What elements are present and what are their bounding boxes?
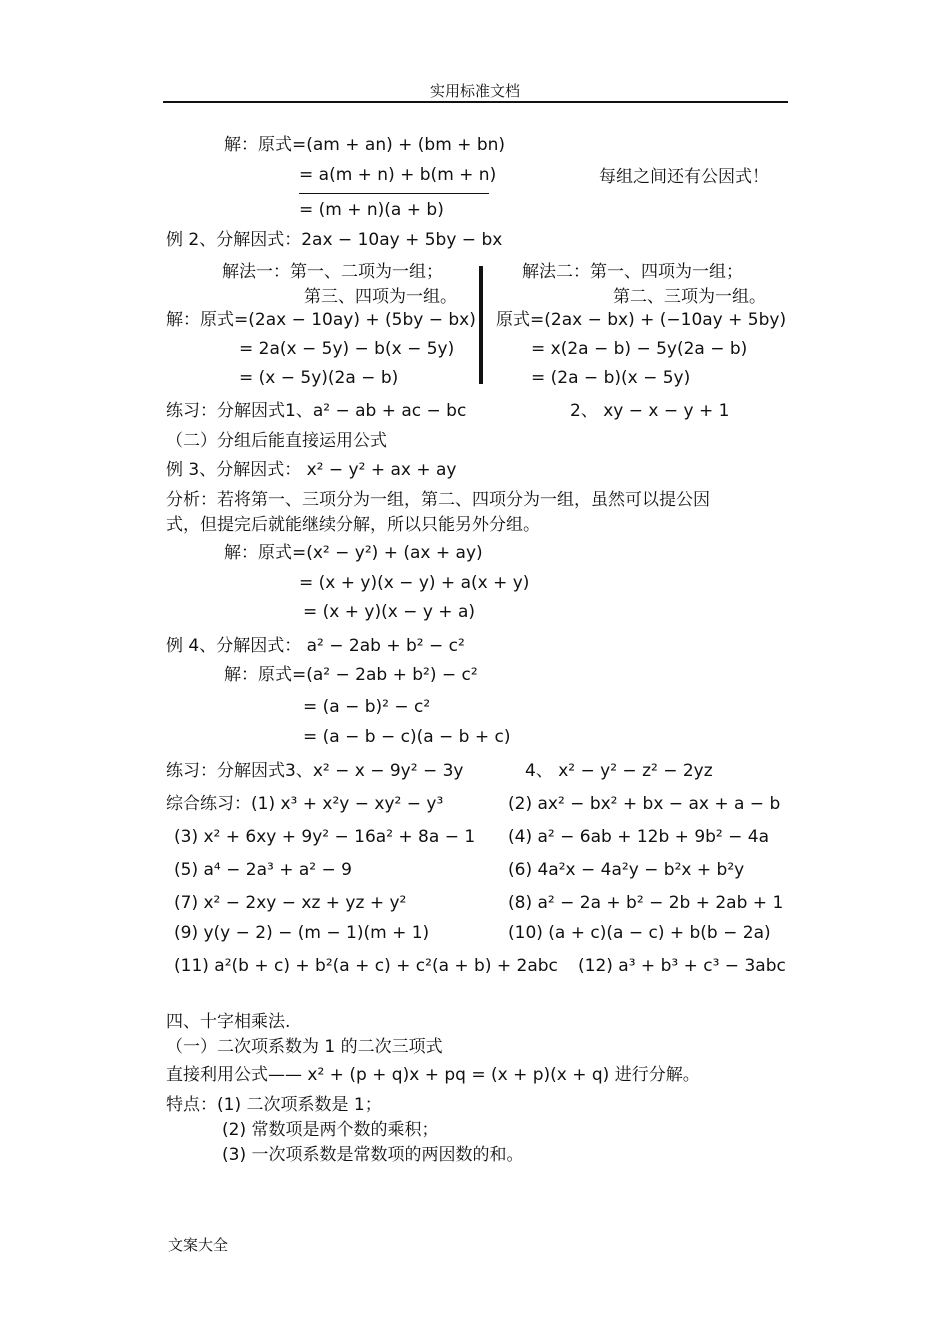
text-line: 四、十字相乘法. <box>166 1012 291 1032</box>
text-line: 解：原式=(a² − 2ab + b²) − c² <box>224 665 478 685</box>
text-line: = (a − b)² − c² <box>303 697 431 717</box>
text-line: = (x + y)(x − y + a) <box>303 602 475 622</box>
text-line: = a(m + n) + b(m + n) <box>299 165 497 185</box>
text-line: = (m + n)(a + b) <box>299 200 444 220</box>
text-line: 每组之间还有公因式！ <box>599 167 769 187</box>
text-line: （一）二次项系数为 1 的二次三项式 <box>166 1037 443 1057</box>
text-line: 例 4、分解因式： a² − 2ab + b² − c² <box>166 636 465 656</box>
text-line: (6) 4a²x − 4a²y − b²x + b²y <box>508 860 745 880</box>
text-line: 解法一：第一、二项为一组； <box>222 262 443 282</box>
text-line: (2) ax² − bx² + bx − ax + a − b <box>508 794 781 814</box>
text-line: 特点：(1) 二次项系数是 1； <box>166 1095 382 1115</box>
text-line: 综合练习：(1) x³ + x²y − xy² − y³ <box>166 794 444 814</box>
text-line: 式，但提完后就能继续分解，所以只能另外分组。 <box>166 515 540 535</box>
text-line: 练习：分解因式3、x² − x − 9y² − 3y <box>166 761 464 781</box>
text-line: (4) a² − 6ab + 12b + 9b² − 4a <box>508 827 770 847</box>
underline <box>299 193 489 194</box>
text-line: 直接利用公式—— x² + (p + q)x + pq = (x + p)(x + q) 进行分解。 <box>166 1065 700 1085</box>
text-line: 第二、三项为一组。 <box>613 287 766 307</box>
text-line: (3) 一次项系数是常数项的两因数的和。 <box>222 1145 524 1165</box>
text-line: 解：原式=(x² − y²) + (ax + ay) <box>224 543 483 563</box>
text-line: = 2a(x − 5y) − b(x − 5y) <box>239 339 455 359</box>
text-line: (9) y(y − 2) − (m − 1)(m + 1) <box>174 923 430 943</box>
text-line: 练习：分解因式1、a² − ab + ac − bc <box>166 401 467 421</box>
header-divider <box>163 101 788 103</box>
text-line: = (x + y)(x − y) + a(x + y) <box>299 573 530 593</box>
page-header: 实用标准文档 <box>429 82 520 100</box>
text-line: (5) a⁴ − 2a³ + a² − 9 <box>174 860 352 880</box>
text-line: = x(2a − b) − 5y(2a − b) <box>531 339 748 359</box>
text-line: 分析：若将第一、三项分为一组，第二、四项分为一组，虽然可以提公因 <box>166 490 710 510</box>
text-line: 例 2、分解因式：2ax − 10ay + 5by − bx <box>166 230 503 250</box>
text-line: (2) 常数项是两个数的乘积； <box>222 1120 439 1140</box>
text-line: (12) a³ + b³ + c³ − 3abc <box>578 956 786 976</box>
page-footer: 文案大全 <box>168 1236 229 1254</box>
text-line: (3) x² + 6xy + 9y² − 16a² + 8a − 1 <box>174 827 476 847</box>
text-line: (11) a²(b + c) + b²(a + c) + c²(a + b) + 2abc <box>174 956 558 976</box>
text-line: (8) a² − 2a + b² − 2b + 2ab + 1 <box>508 893 784 913</box>
text-line: 第三、四项为一组。 <box>304 287 457 307</box>
text-line: = (2a − b)(x − 5y) <box>531 368 691 388</box>
text-line: = (a − b − c)(a − b + c) <box>303 727 511 747</box>
text-line: （二）分组后能直接运用公式 <box>166 431 387 451</box>
text-line: (7) x² − 2xy − xz + yz + y² <box>174 893 407 913</box>
column-divider <box>479 266 483 384</box>
text-line: 4、 x² − y² − z² − 2yz <box>525 761 713 781</box>
text-line: 2、 xy − x − y + 1 <box>570 401 730 421</box>
text-line: 例 3、分解因式： x² − y² + ax + ay <box>166 460 457 480</box>
text-line: (10) (a + c)(a − c) + b(b − 2a) <box>508 923 771 943</box>
text-line: 解法二：第一、四项为一组； <box>522 262 743 282</box>
text-line: = (x − 5y)(2a − b) <box>239 368 399 388</box>
text-line: 解：原式=(am + an) + (bm + bn) <box>224 135 506 155</box>
text-line: 原式=(2ax − bx) + (−10ay + 5by) <box>496 310 787 330</box>
text-line: 解：原式=(2ax − 10ay) + (5by − bx) <box>166 310 476 330</box>
